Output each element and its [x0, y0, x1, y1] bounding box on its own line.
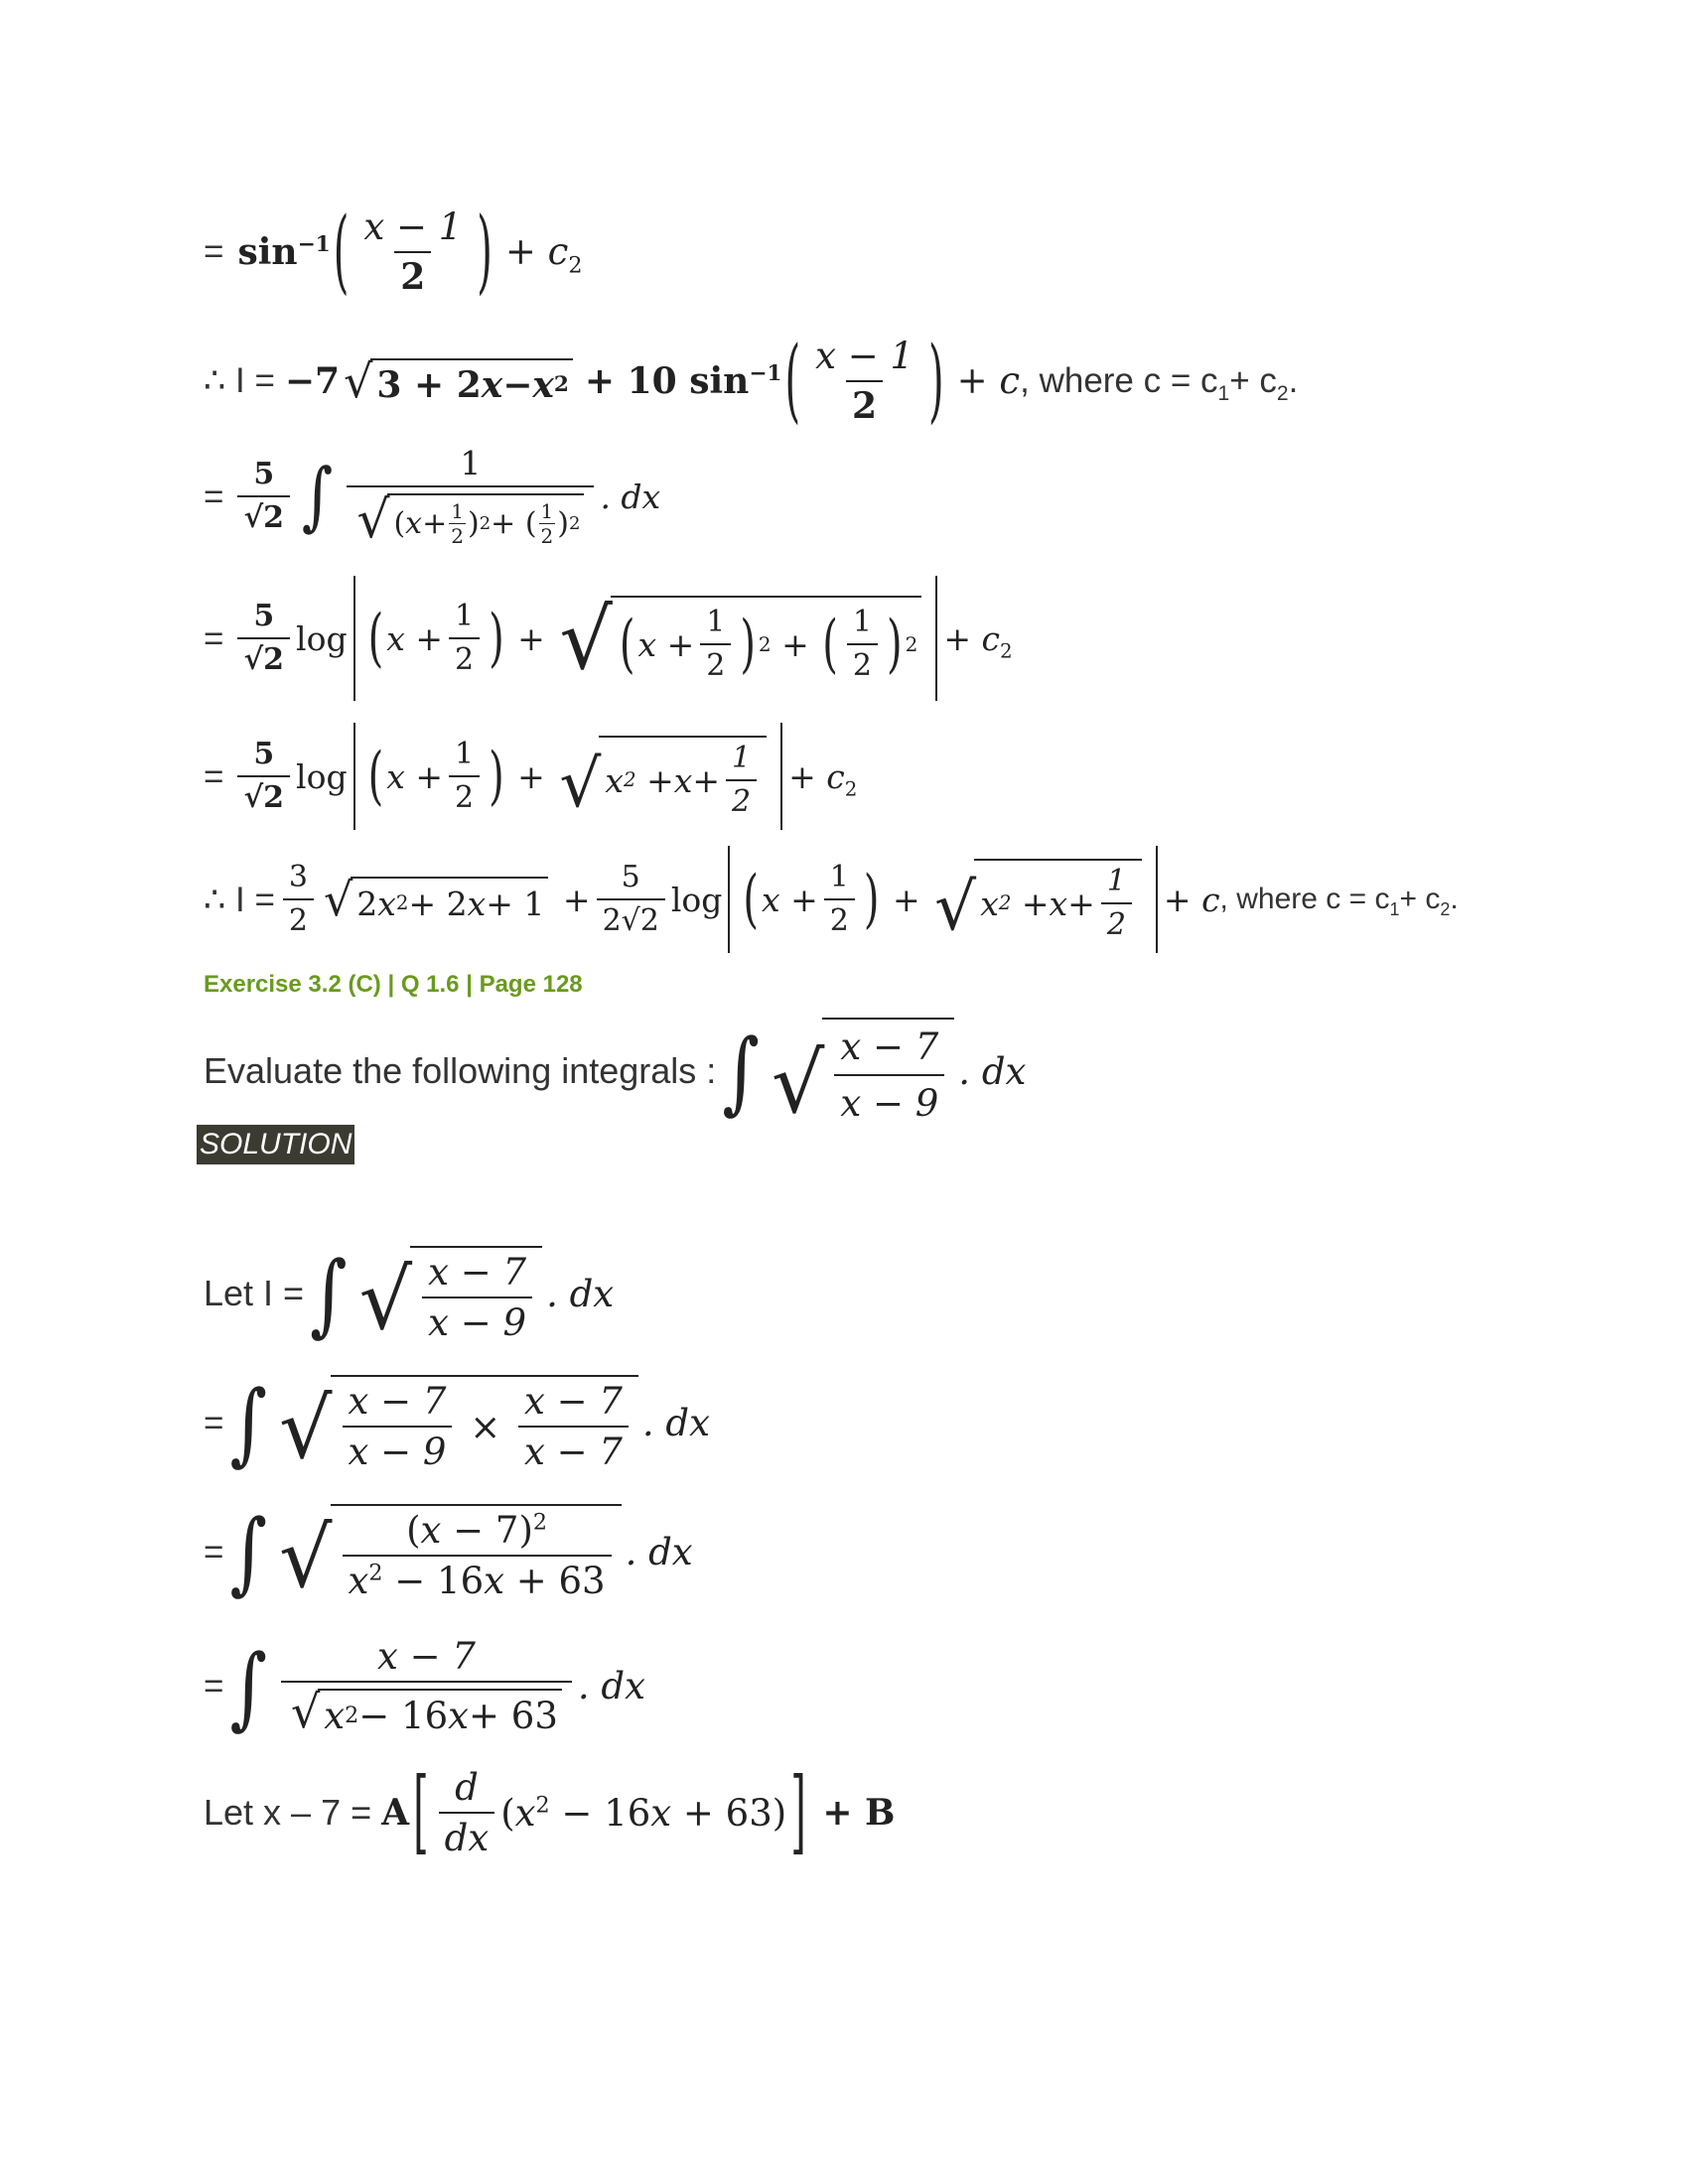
absolute-value: ( x + $\frac{1}{2}$ ) + √ x 2 + x + $\frac{1}{2}$: [728, 846, 1158, 953]
fraction: $\frac{x - 1}{2}$: [815, 335, 914, 427]
integral-sign: ∫: [229, 1634, 267, 1738]
solution-line-4: = ∫ x − 7 √ x 2 − 16 x + 63 . dx: [204, 1634, 645, 1738]
equals-sign: =: [204, 232, 224, 271]
eq-line-1: = $\sin^{-1}$ ( $\frac{x - 1}{2}$ ) + $c_2$: [204, 199, 583, 305]
solution-line-1: Let I = ∫ √ $\frac{x - 7}{x - 9}$ . dx: [204, 1241, 615, 1348]
solution-line-5: Let x – 7 = A [ $\frac{d}{dx}$ $(x^2 - 16x + 63)$ ] + B: [204, 1760, 896, 1865]
fraction: $\frac{5}{√2}$: [237, 460, 290, 533]
eq-line-2: ∴ I = −7 √ 3 + 2 x − x 2 + 10 $\sin^{-1}$ ( $\frac{x - 1}{2}$ ) + c , where c = c $_1$ + c $_2$ .: [204, 328, 1299, 434]
integral-sign: ∫: [310, 1241, 348, 1346]
let-label: Let I =: [204, 1273, 305, 1313]
let-label: Let x – 7 =: [204, 1792, 372, 1833]
therefore-label: ∴ I =: [204, 361, 275, 400]
absolute-value: ( x + $\frac{1}{2}$ ) + √ ( x + $\frac{1}{2}$ ) 2 + ( $\frac{1}{2}$ ) 2: [353, 576, 938, 701]
fraction: $\frac{x - 1}{2}$: [363, 205, 463, 298]
absolute-value: ( x + $\frac{1}{2}$ ) + √ x 2 + x + $\frac{1}{2}$: [353, 723, 783, 830]
integral-sign: ∫: [229, 1370, 267, 1475]
sin-inverse: $\sin^{-1}$: [237, 230, 331, 273]
solution-line-2: = ∫ √ $\frac{x - 7}{x - 9}$ × $\frac{x - 7}{x - 7}$ . dx: [204, 1370, 710, 1477]
fraction: x − 7 √ x 2 − 16 x + 63: [281, 1638, 572, 1734]
exercise-heading: Exercise 3.2 (C) | Q 1.6 | Page 128: [204, 971, 583, 998]
integral-sign: ∫: [229, 1499, 267, 1604]
square-root: √ 3 + 2 x − x 2: [344, 358, 573, 404]
fraction: $\frac{3}{2}$: [283, 863, 314, 936]
eq-line-4: = $\frac{5}{√2}$ log ( x + $\frac{1}{2}$ ) + √ ( x + $\frac{1}{2}$ ) 2 + ( $\frac{1}{2}$ ) 2 + $c_2$: [204, 576, 1013, 701]
integral-sign: ∫: [722, 1019, 760, 1124]
fraction: $\frac{5}{√2}$: [237, 602, 290, 675]
eq-line-3: = $\frac{5}{√2}$ ∫ 1 √ ( x + $\frac{1}{2}$ ) 2 + ( $\frac{1}{2}$ ) 2 . dx: [204, 444, 661, 550]
question-text: Evaluate the following integrals :: [204, 1050, 717, 1091]
solution-label: SOLUTION: [197, 1125, 354, 1164]
eq-line-6: ∴ I = $\frac{3}{2}$ √ 2 x 2 + 2 x + 1 + $\frac{5}{2√2}$ log ( x + $\frac{1}{2}$ ) + √ x 2 + x + $\frac{1}{2}$ + c , where c = c $_1$ + c $_2$ .: [204, 846, 1459, 953]
fraction: 1 √ ( x + $\frac{1}{2}$ ) 2 + ( $\frac{1}{2}$ ) 2: [347, 447, 594, 546]
fraction: $\frac{5}{2√2}$: [597, 863, 665, 936]
eq-line-5: = $\frac{5}{√2}$ log ( x + $\frac{1}{2}$ ) + √ x 2 + x + $\frac{1}{2}$ + $c_2$: [204, 723, 857, 830]
fraction: $\frac{d}{dx}$: [439, 1769, 495, 1856]
question: Evaluate the following integrals : ∫ √ $\frac{x - 7}{x - 9}$ . dx: [204, 1019, 1027, 1132]
fraction: $\frac{5}{√2}$: [237, 740, 290, 813]
integral-sign: ∫: [302, 453, 334, 540]
solution-line-3: = ∫ √ $\frac{(x - 7)^2}{x^2 - 16x + 63}$ . dx: [204, 1499, 693, 1606]
